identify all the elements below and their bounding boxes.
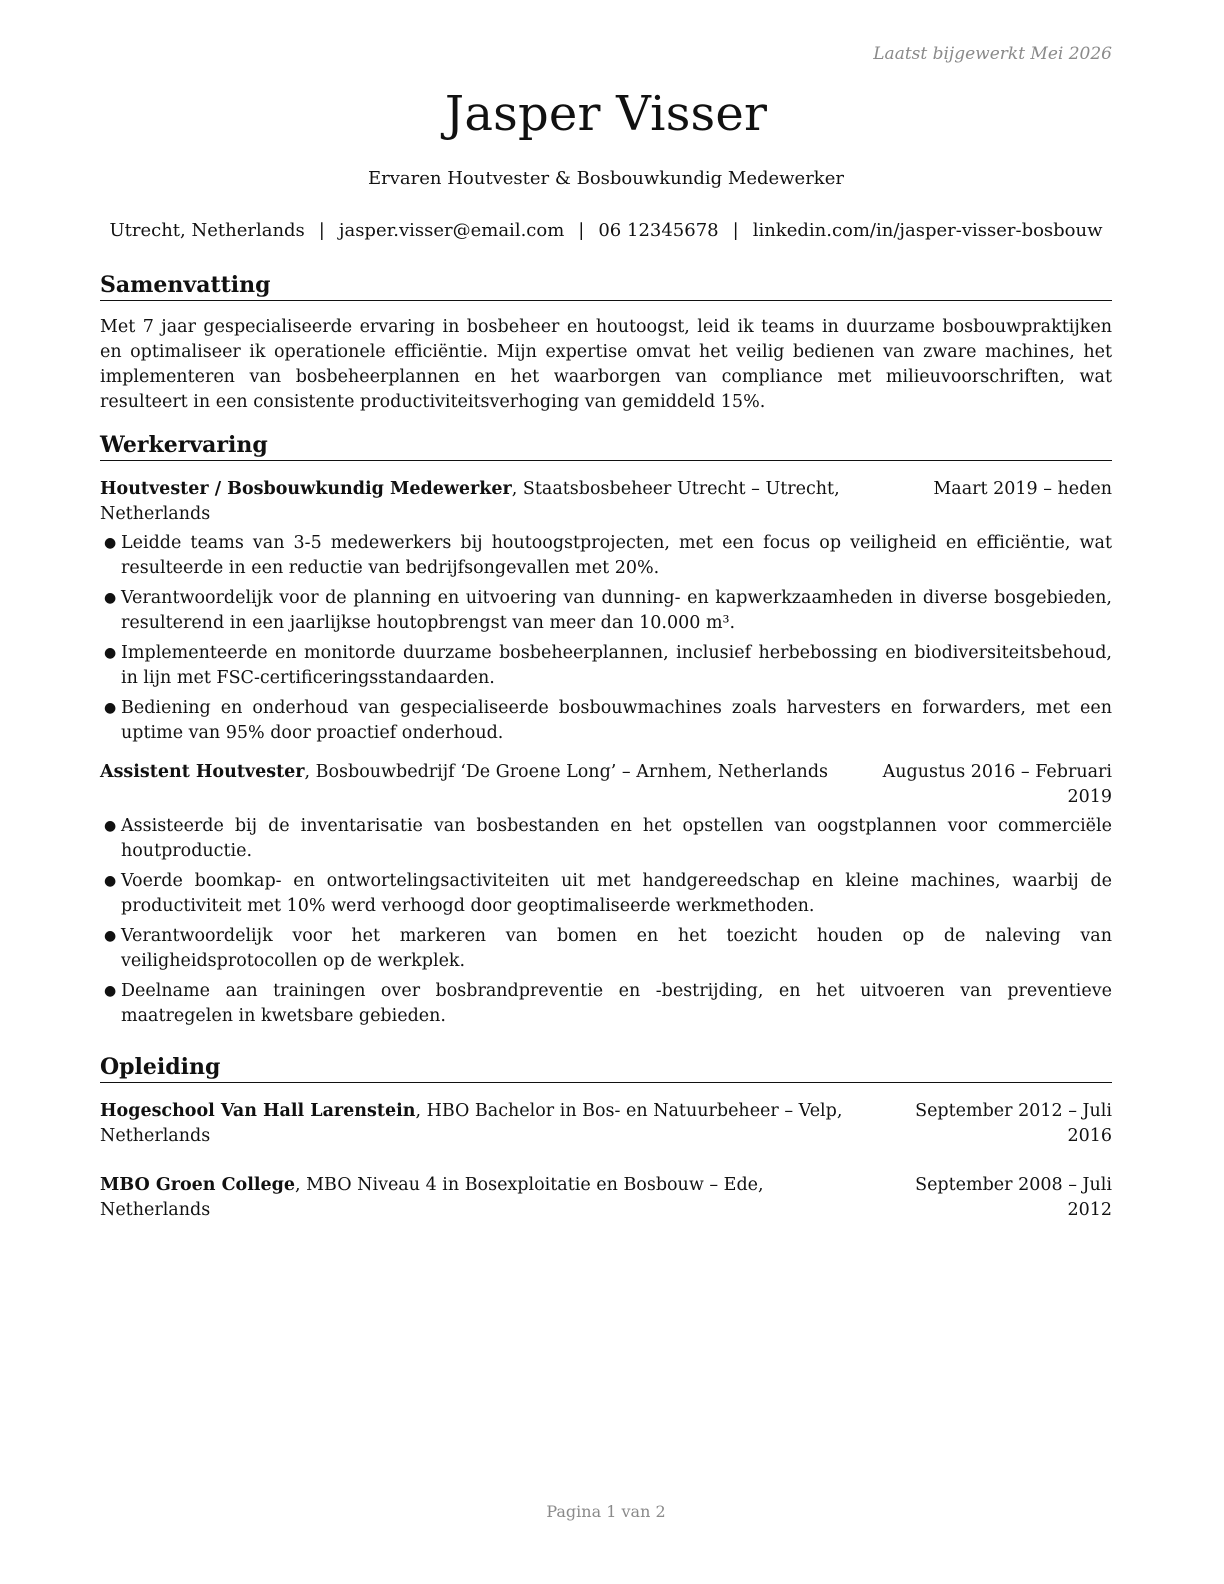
bullet-icon: ● bbox=[104, 645, 117, 661]
candidate-headline: Ervaren Houtvester & Bosbouwkundig Medewerker bbox=[368, 168, 844, 189]
section-title-education: Opleiding bbox=[100, 1053, 1112, 1083]
job-role: Houtvester / Bosbouwkundig Medewerker bbox=[100, 479, 512, 499]
job-entry bbox=[100, 760, 1112, 1029]
contact-separator: | bbox=[578, 220, 585, 241]
section-title-experience: Werkervaring bbox=[100, 431, 1112, 461]
job-dates: Augustus 2016 – Februari 2019 bbox=[882, 762, 1112, 807]
education-school: MBO Groen College bbox=[100, 1175, 296, 1195]
bullet-icon: ● bbox=[104, 818, 117, 834]
contact-separator: | bbox=[732, 220, 739, 241]
job-header bbox=[100, 477, 1112, 527]
job-title-line bbox=[100, 477, 878, 527]
job-bullet bbox=[100, 641, 1112, 691]
job-bullet-text: Voerde boomkap- en ontwortelingsactiviteiten uit met handgereedschap en kleine machines, waarbij de productiviteit met 10% werd verhoogd door geoptimaliseerde werkmethoden. bbox=[121, 871, 1112, 916]
job-bullet bbox=[100, 696, 1112, 746]
summary-section bbox=[100, 271, 1112, 415]
job-bullet-text: Implementeerde en monitorde duurzame bosbeheerplannen, inclusief herbebossing en biodiversiteitsbehoud, in lijn met FSC-certificeringsstandaarden. bbox=[121, 643, 1112, 688]
job-bullet-text: Verantwoordelijk voor de planning en uitvoering van dunning- en kapwerkzaamheden in diverse bosgebieden, resulterend in een jaarlijkse houtopbrengst van meer dan 10.000 m³. bbox=[121, 588, 1112, 633]
contact-phone[interactable]: 06 12345678 bbox=[598, 220, 719, 241]
job-bullet bbox=[100, 814, 1112, 864]
job-role: Assistent Houtvester bbox=[100, 762, 305, 782]
job-bullet-text: Leidde teams van 3-5 medewerkers bij houtoogstprojecten, met een focus op veiligheid en efficiëntie, wat resulteerde in een reductie van bedrijfsongevallen met 20%. bbox=[121, 533, 1112, 578]
job-header bbox=[100, 760, 1112, 810]
education-header bbox=[100, 1173, 1112, 1223]
bullet-icon: ● bbox=[104, 873, 117, 889]
job-bullet-list bbox=[100, 814, 1112, 1029]
contact-linkedin[interactable]: linkedin.com/in/jasper-visser-bosbouw bbox=[752, 220, 1103, 241]
job-bullet bbox=[100, 869, 1112, 919]
summary-text: Met 7 jaar gespecialiseerde ervaring in bosbeheer en houtoogst, leid ik teams in duurzame bosbouwpraktijken en optimaliseer ik operationele efficiëntie. Mijn expertise omvat het veilig bedienen van zware machines, het implementeren van bosbeheerplannen en het waarborgen van compliance met milieuvoorschriften, wat resulteert in een consistente productiviteitsverhoging van gemiddeld 15%. bbox=[100, 317, 1112, 412]
education-header bbox=[100, 1099, 1112, 1149]
contact-location: Utrecht, Netherlands bbox=[109, 220, 305, 241]
job-dates: Maart 2019 – heden bbox=[933, 479, 1112, 499]
bullet-icon: ● bbox=[104, 983, 117, 999]
job-bullet-text: Verantwoordelijk voor het markeren van bomen en het toezicht houden op de naleving van veiligheidsprotocollen op de werkplek. bbox=[121, 926, 1112, 971]
bullet-icon: ● bbox=[104, 590, 117, 606]
job-bullet bbox=[100, 531, 1112, 581]
job-employer: , Bosbouwbedrijf ‘De Groene Long’ – Arnhem, Netherlands bbox=[304, 762, 829, 782]
education-line bbox=[100, 1099, 876, 1149]
experience-section bbox=[100, 431, 1112, 1034]
job-bullet-list bbox=[100, 531, 1112, 746]
contact-line bbox=[100, 220, 1112, 241]
contact-separator: | bbox=[318, 220, 325, 241]
job-title-line bbox=[100, 760, 878, 785]
education-dates: September 2008 – Juli 2012 bbox=[915, 1175, 1112, 1220]
candidate-name: Jasper Visser bbox=[444, 86, 768, 142]
contact-email[interactable]: jasper.visser@email.com bbox=[338, 220, 565, 241]
job-employer: , Staatsbosbeheer Utrecht – Utrecht, Netherlands bbox=[100, 479, 840, 524]
job-bullet-text: Bediening en onderhoud van gespecialiseerde bosbouwmachines zoals harvesters en forwarders, met een uptime van 95% door proactief onderhoud. bbox=[121, 698, 1112, 743]
education-section bbox=[100, 1053, 1112, 1223]
section-title-summary: Samenvatting bbox=[100, 271, 1112, 301]
page-number: Pagina 1 van 2 bbox=[546, 1502, 666, 1521]
job-bullet-text: Assisteerde bij de inventarisatie van bosbestanden en het opstellen van oogstplannen voor commerciële houtproductie. bbox=[121, 816, 1112, 861]
education-line bbox=[100, 1173, 876, 1223]
education-school: Hogeschool Van Hall Larenstein bbox=[100, 1101, 416, 1121]
bullet-icon: ● bbox=[104, 700, 117, 716]
last-updated-note: Laatst bijgewerkt Mei 2026 bbox=[873, 44, 1112, 64]
job-bullet bbox=[100, 979, 1112, 1029]
job-bullet bbox=[100, 924, 1112, 974]
education-details: , HBO Bachelor in Bos- en Natuurbeheer – Velp, Netherlands bbox=[100, 1101, 843, 1146]
job-entry bbox=[100, 477, 1112, 746]
education-dates: September 2012 – Juli 2016 bbox=[915, 1101, 1112, 1146]
bullet-icon: ● bbox=[104, 928, 117, 944]
job-bullet-text: Deelname aan trainingen over bosbrandpreventie en -bestrijding, en het uitvoeren van preventieve maatregelen in kwetsbare gebieden. bbox=[121, 981, 1112, 1026]
job-bullet bbox=[100, 586, 1112, 636]
education-entry bbox=[100, 1099, 1112, 1149]
bullet-icon: ● bbox=[104, 535, 117, 551]
education-entry bbox=[100, 1173, 1112, 1223]
resume-page bbox=[100, 0, 1112, 1584]
education-details: , MBO Niveau 4 in Bosexploitatie en Bosbouw – Ede, Netherlands bbox=[100, 1175, 764, 1220]
